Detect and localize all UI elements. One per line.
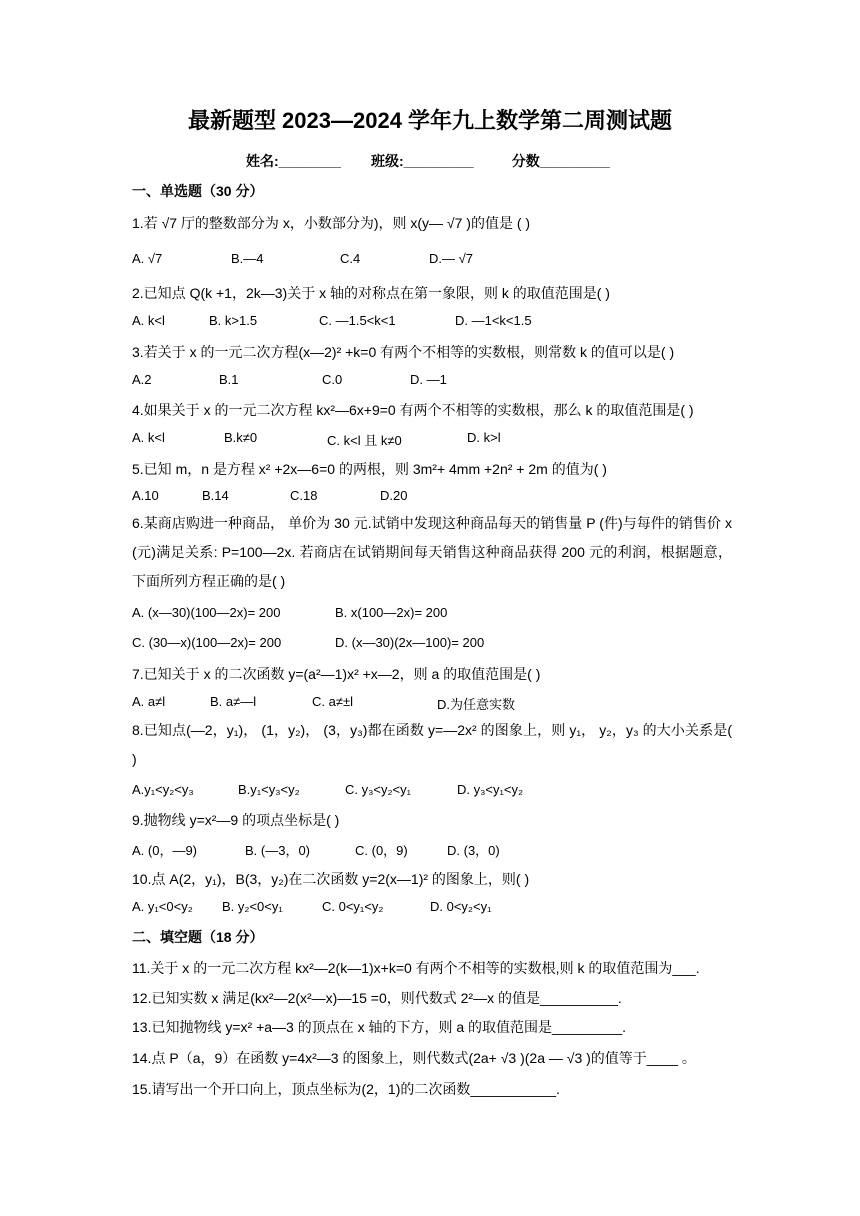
option-c: C. y₃<y₂<y₁ [345,782,412,797]
option-a: A. (0，—9) [132,843,198,858]
option-b: B. y₂<0<y₁ [222,899,283,914]
page-title: 最新题型 2023—2024 学年九上数学第二周测试题 [187,108,673,133]
question-15: 15.请写出一个开口向上，顶点坐标为(2，1)的二次函数___________. [132,1081,560,1097]
option-b: B.k≠0 [224,430,258,445]
question-6: 6.某商店购进一种商品， 单价为 30 元.试销中发现这种商品每天的销售量 P (件)与每件的销售价 x (元)满足关系: P=100—2x. 若商店在试销期间每天销售这种商品获得 200 元的利润，根据题意，下面所列方程正确的是( ) [132,515,732,589]
option-c: C. a≠±l [312,694,353,709]
section-heading-single-choice: 一、单选题（30 分） [132,183,264,199]
question-5: 5.已知 m，n 是方程 x² +2x—6=0 的两根，则 3m²+ 4mm +2n² + 2m 的值为( ) [132,461,607,477]
question-4: 4.如果关于 x 的一元二次方程 kx²—6x+9=0 有两个不相等的实数根，那么 k 的取值范围是( ) [132,402,694,418]
question-1: 1.若 √7 厅的整数部分为 x，小数部分为)，则 x(y— √7 )的值是 ( ) [132,215,531,231]
option-d: D. 0<y₂<y₁ [430,899,492,914]
option-a: A. k<l [132,430,165,445]
option-d: D.20 [380,488,408,503]
option-b: B.14 [202,488,229,503]
option-a: A.2 [132,372,152,387]
option-c: C. —1.5<k<1 [319,313,396,328]
option-c: C. (0，9) [355,843,408,858]
option-d: D.— √7 [429,251,473,266]
option-c: C. (30—x)(100—2x)= 200 [132,635,282,650]
question-3: 3.若关于 x 的一元二次方程(x—2)² +k=0 有两个不相等的实数根，则常数 k 的值可以是( ) [132,344,675,360]
question-2: 2.已知点 Q(k +1，2k—3)关于 x 轴的对称点在第一象限，则 k 的取值范围是( ) [132,285,610,301]
option-a: A. √7 [132,251,163,266]
option-d: D. y₃<y₁<y₂ [457,782,524,797]
question-7: 7.已知关于 x 的二次函数 y=(a²—1)x² +x—2，则 a 的取值范围是( ) [132,666,541,682]
name-field: 姓名:________ [246,153,341,169]
option-d: D. —1<k<1.5 [455,313,532,328]
score-field: 分数_________ [511,153,610,169]
question-11: 11.关于 x 的一元二次方程 kx²—2(k—1)x+k=0 有两个不相等的实数根,则 k 的取值范围为___. [132,960,700,976]
option-b: B. a≠—l [210,694,257,709]
option-a: A. (x—30)(100—2x)= 200 [132,605,281,620]
option-a: A. k<l [132,313,165,328]
option-b: B. x(100—2x)= 200 [335,605,448,620]
question-8: 8.已知点(—2，y₁)， (1，y₂)， (3，y₃)都在函数 y=—2x² 的图象上，则 y₁， y₂，y₃ 的大小关系是( ) [132,722,732,767]
class-field: 班级:_________ [370,153,474,169]
question-10: 10.点 A(2，y₁)，B(3，y₂)在二次函数 y=2(x—1)² 的图象上，则( ) [132,871,530,887]
option-c: C. k<l 且 k≠0 [327,433,402,448]
question-12: 12.已知实数 x 满足(kx²—2(x²—x)—15 =0，则代数式 2²—x 的值是__________. [132,990,622,1006]
option-d: D. (3，0) [447,843,500,858]
option-b: B.1 [219,372,239,387]
question-13: 13.已知抛物线 y=x² +a—3 的顶点在 x 轴的下方，则 a 的取值范围是_________. [132,1019,627,1035]
section-heading-fill-in: 二、填空题（18 分） [132,929,264,945]
option-c: C.0 [322,372,343,387]
option-d: D. (x—30)(2x—100)= 200 [335,635,485,650]
option-d: D.为任意实数 [437,697,516,712]
option-b: B. k>1.5 [209,313,258,328]
option-c: C.18 [290,488,318,503]
option-a: A. a≠l [132,694,166,709]
option-d: D. k>l [467,430,501,445]
option-a: A.y₁<y₂<y₃ [132,782,194,797]
question-14: 14.点 P（a，9）在函数 y=4x²—3 的图象上，则代数式(2a+ √3 )(2a — √3 )的值等于____ 。 [132,1050,696,1066]
option-c: C.4 [340,251,361,266]
option-d: D. —1 [410,372,447,387]
question-9: 9.抛物线 y=x²—9 的项点坐标是( ) [132,812,340,828]
option-b: B.y₁<y₃<y₂ [238,782,300,797]
option-a: A. y₁<0<y₂ [132,899,193,914]
option-a: A.10 [132,488,159,503]
option-b: B. (—3，0) [245,843,311,858]
option-c: C. 0<y₁<y₂ [322,899,384,914]
student-info-line [246,151,610,171]
option-b: B.—4 [231,251,264,266]
